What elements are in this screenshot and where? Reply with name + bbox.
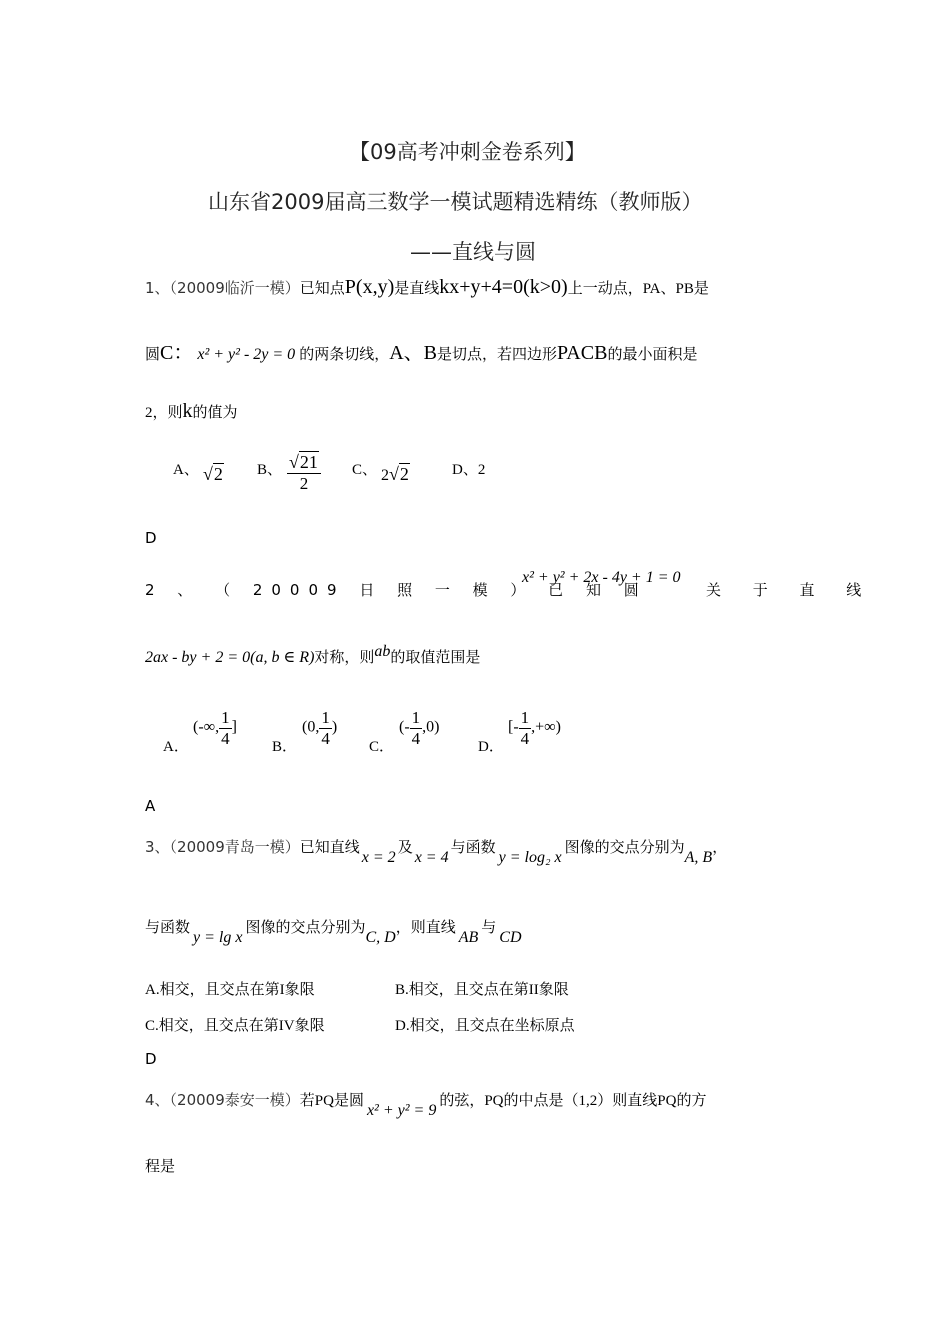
q2-tail: 关 于 直 线 [706,583,876,599]
question-3-line-1 [145,836,728,866]
series-title: 【09高考冲刺金卷系列】 [349,140,586,164]
q1-circle-label: C： [160,342,194,364]
q1-text: 2，则 [145,405,183,421]
q3-option-d: D.相交，且交点在坐标原点 [395,1018,575,1034]
q3-option-a: A.相交，且交点在第I象限 [145,982,315,998]
q1-quadrilateral: PACB [557,342,608,364]
q4-number: 4、 [145,1091,170,1109]
question-4-line-2: 程是 [145,1159,176,1175]
question-1-line-3 [145,400,238,423]
page-title: 山东省2009届高三数学一模试题精选精练（教师版） [208,190,703,214]
q2-answer: A [145,797,156,815]
q2-option-a-label: A． [163,739,189,755]
q3-text: 与 [481,920,497,936]
q2-lead: 2 、 （ 20009 日 照 一 模 ） 已 知 圆 [145,581,648,599]
q2-option-b-value: (0, $\frac{1}{4}$ ) [302,708,338,748]
question-3-line-2 [145,916,525,946]
q2-option-c-label: C． [369,739,395,755]
q3-line-ab: AB [458,929,479,946]
q1-point: P(x,y) [344,276,395,298]
question-4-line-1 [145,1089,707,1119]
q1-k: k [182,400,193,422]
q1-option-c-label: C、 [352,462,378,478]
q3-option-c: C.相交，且交点在第IV象限 [145,1018,325,1034]
q1-text: 的最小面积是 [607,347,698,363]
q2-ab: ab [374,643,391,660]
q1-text: 是直线 [394,281,440,297]
q1-text: 圆 [145,347,161,363]
q2-line-equation: 2ax - by + 2 = 0(a, b ∈ R) [145,649,315,666]
q3-text: 图像的交点分别为 [245,920,366,936]
q1-text: 上一动点，PA、PB是 [567,281,709,297]
q2-option-a-value: (-∞, $\frac{1}{4}$ ] [193,708,237,748]
q2-option-d-label: D． [478,739,504,755]
q1-text: 的值为 [192,405,238,421]
q4-circle-equation: x² + y² = 9 [366,1102,437,1119]
q1-option-b-label: B、 [257,462,283,478]
q1-text: 是切点，若四边形 [437,347,558,363]
q1-line-equation: kx+y+4=0(k>0) [439,276,568,298]
q3-line-x2: x = 2 [361,849,396,866]
q1-answer: D [145,529,157,547]
page-subtitle: ——直线与圆 [410,240,536,264]
question-2-line-2 [145,643,481,667]
q3-source: （20009青岛一模） [169,838,300,856]
question-1-line-1 [145,276,709,299]
q3-points-ab: A, B [684,849,713,866]
q3-text: ， [712,840,728,856]
q1-option-a-value: √2 [203,464,223,484]
q3-lg-function: y = lg x [193,929,243,946]
q3-points-cd: C, D [365,929,396,946]
q1-text: 的两条切线， [299,347,390,363]
q4-text: 的弦，PQ的中点是（1,2）则直线PQ的方 [439,1093,707,1109]
q1-option-a-label: A、 [173,462,199,478]
q3-line-x4: x = 4 [414,849,449,866]
q3-log2-function: y = log₂ x [498,849,562,866]
q3-number: 3、 [145,838,170,856]
q3-option-b: B.相交，且交点在第II象限 [395,982,569,998]
q1-tangent-points: A、B [389,342,437,364]
q2-text: 对称，则 [314,650,375,666]
q3-text: 及 [397,840,413,856]
q1-option-d: D、2 [452,462,486,478]
q3-text: 与函数 [145,920,191,936]
q3-text: ，则直线 [395,920,456,936]
q4-source: （20009泰安一模） [169,1091,300,1109]
q1-option-c-value: 2√2 [381,464,409,484]
q2-option-b-label: B． [272,739,298,755]
q2-circle-equation: x² + y² + 2x - 4y + 1 = 0 [522,569,681,586]
q4-text: 若PQ是圆 [299,1093,364,1109]
q3-answer: D [145,1050,157,1068]
q1-source: （20009临沂一模） [169,279,300,297]
q2-option-d-value: [- $\frac{1}{4}$ ,+∞) [508,708,561,748]
q2-option-c-value: (- $\frac{1}{4}$ ,0) [399,708,440,748]
q3-line-cd: CD [499,929,522,946]
q1-option-b-value: $\frac{√21}{2}$ [287,452,321,493]
q1-number: 1、 [145,279,170,297]
q2-text: 的取值范围是 [390,650,481,666]
q3-text: 与函数 [450,840,496,856]
q1-circle-equation: x² + y² - 2y = 0 [197,346,296,363]
q3-text: 图像的交点分别为 [564,840,685,856]
q1-text: 已知点 [299,281,345,297]
q3-text: 已知直线 [299,840,360,856]
question-1-line-2 [145,336,697,365]
